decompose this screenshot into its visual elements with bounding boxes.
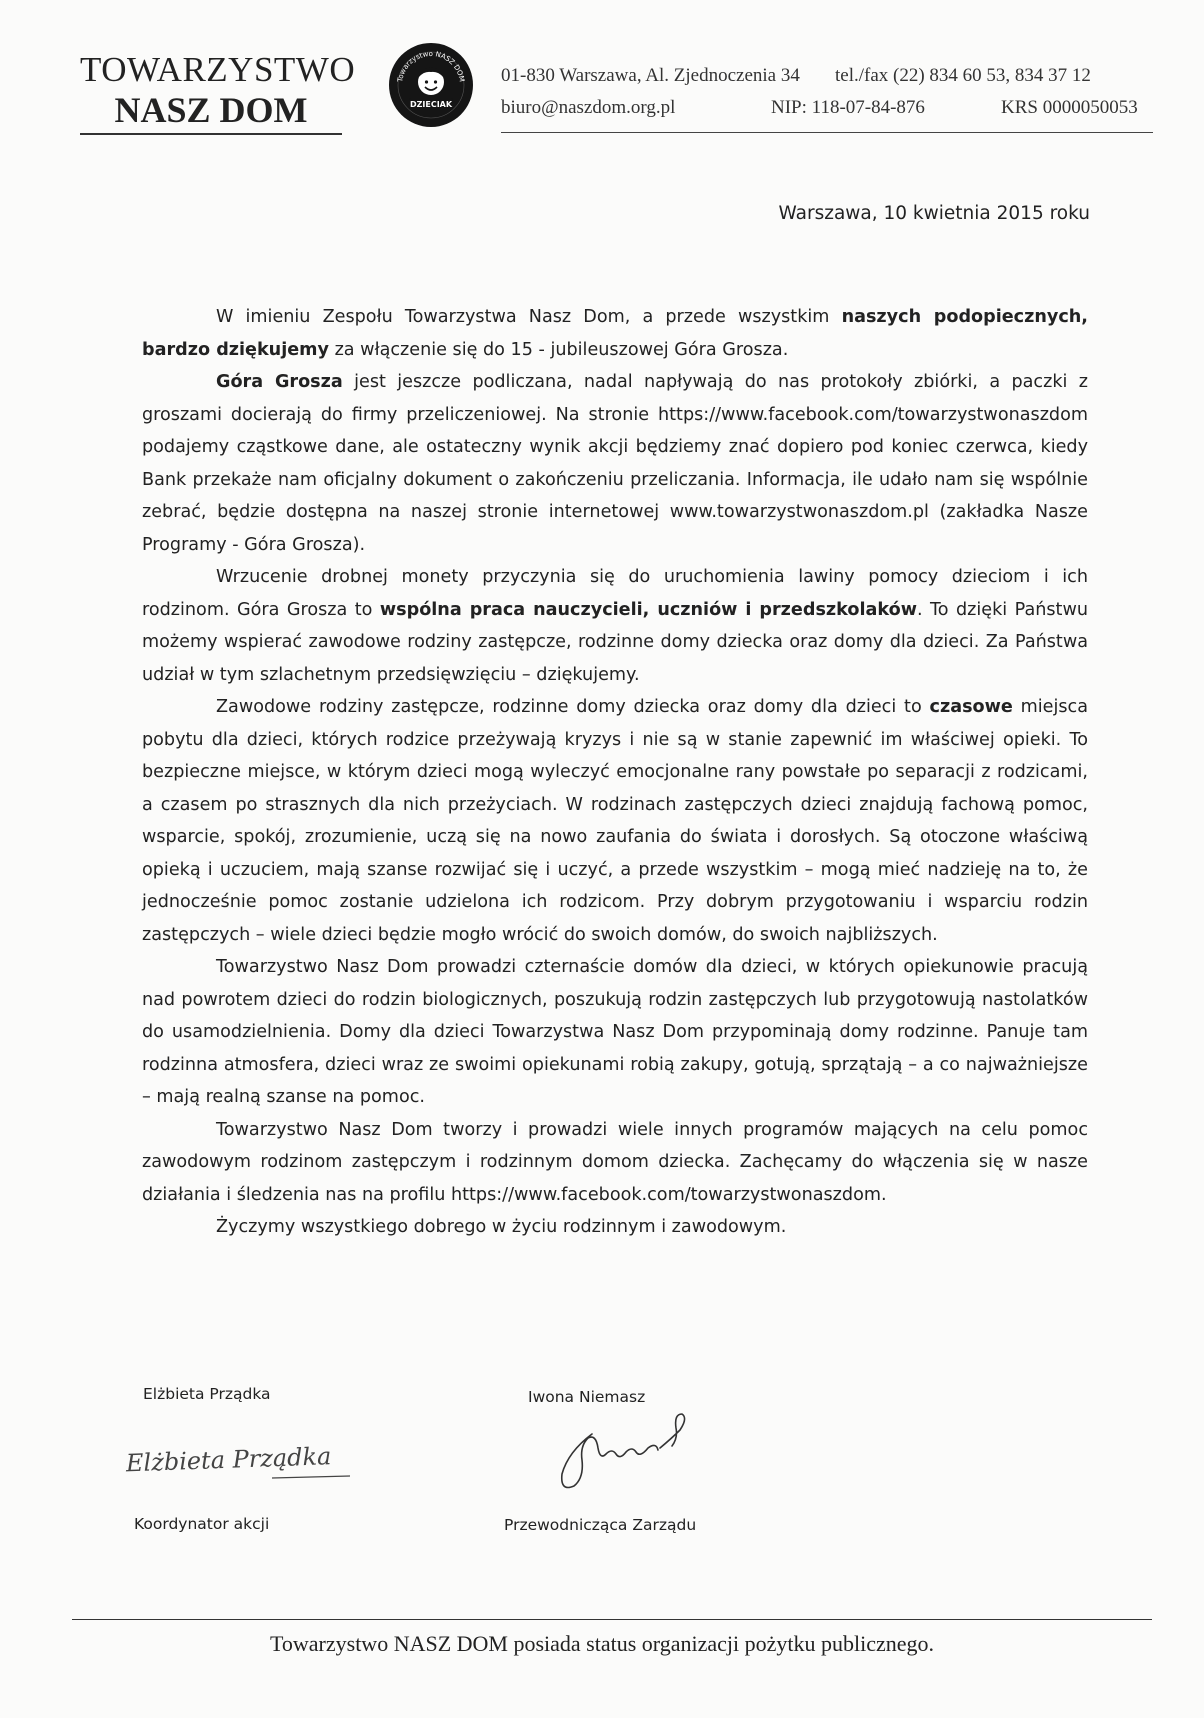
organization-logo <box>388 42 474 128</box>
email-address: biuro@naszdom.org.pl <box>501 97 676 118</box>
signature-left <box>122 1432 354 1484</box>
paragraph-2: Góra Grosza jest jeszcze podliczana, nadal napływają do nas protokoły zbiórki, a paczki z groszami docierają do firmy przeliczeniowej. Na stronie https://www.facebook.com/towarzystwonaszdom podajemy cząstkowe dane, ale ostateczny wynik akcji będziemy znać dopiero pod koniec czerwca, kiedy Bank przekaże nam oficjalny dokument o zakończeniu przeliczania. Informacja, ile udało nam się wspólnie zebrać, będzie dostępna na naszej stronie internetowej www.towarzystwonaszdom.pl (zakładka Nasze Programy - Góra Grosza). <box>142 372 1089 555</box>
krs-number: KRS 0000050053 <box>1001 97 1138 118</box>
svg-text:Elżbieta Prządka: Elżbieta Prządka <box>125 1442 332 1478</box>
letter-body <box>142 301 1088 1244</box>
org-name-line1: TOWARZYSTWO <box>80 50 356 89</box>
header-divider <box>501 132 1153 133</box>
footer-text: Towarzystwo NASZ DOM posiada status organizacji pożytku publicznego. <box>269 1631 935 1656</box>
signature-right <box>540 1408 700 1504</box>
org-name-line2: NASZ DOM <box>114 90 308 130</box>
org-name <box>80 50 356 130</box>
paragraph-6: Towarzystwo Nasz Dom tworzy i prowadzi wiele innych programów mających na celu pomoc zawodowym rodzinom zastępczym i rodzinnym domom dziecka. Zachęcamy do włączenia się w nasze działania i śledzenia nas na profilu https://www.facebook.com/towarzystwonaszdom. <box>142 1119 1088 1205</box>
signer-right-role: Przewodnicząca Zarządu <box>504 1516 697 1534</box>
signer-right-name: Iwona Niemasz <box>528 1388 646 1406</box>
phone-fax: tel./fax (22) 834 60 53, 834 37 12 <box>835 65 1091 86</box>
paragraph-7: Życzymy wszystkiego dobrego w życiu rodzinnym i zawodowym. <box>216 1217 787 1237</box>
paragraph-4: Zawodowe rodziny zastępcze, rodzinne domy dziecka oraz domy dla dzieci to czasowe miejsca pobytu dla dzieci, których rodzice przeżywają kryzys i nie są w stanie zapewnić im właściwej opieki. To bezpieczne miejsce, w którym dzieci mogą wyleczyć emocjonalne rany powstałe po separacji z rodzicami, a czasem po strasznych dla nich przeżyciach. W rodzinach zastępczych dzieci znajdują fachową pomoc, wsparcie, spokój, zrozumienie, uczą się na nowo zaufania do świata i dorosłych. Są otoczone właściwą opieką i uczuciem, mają szanse rozwijać się i uczyć, a przede wszystkim – mogą mieć nadzieję na to, że jednocześnie pomoc zostanie udzielona ich rodzicom. Przy dobrym przygotowaniu i wsparciu rodzin zastępczych – wiele dzieci będzie mogło wrócić do swoich domów, do swoich najbliższych. <box>142 697 1088 945</box>
paragraph-1: W imieniu Zespołu Towarzystwa Nasz Dom, a przede wszystkim naszych podopiecznych, bardzo dziękujemy za włączenie się do 15 - jubileuszowej Góra Grosza. <box>142 307 1088 360</box>
letter-date: Warszawa, 10 kwietnia 2015 roku <box>778 203 1090 224</box>
address: 01-830 Warszawa, Al. Zjednoczenia 34 <box>501 65 800 86</box>
svg-text:Towarzystwo NASZ DOM: Towarzystwo NASZ DOM <box>396 49 466 83</box>
paragraph-5: Towarzystwo Nasz Dom prowadzi czternaście domów dla dzieci, w których opiekunowie pracują nad powrotem dzieci do rodzin biologicznych, poszukują rodzin zastępczych lub przygotowują nastolatków do usamodzielnienia. Domy dla dzieci Towarzystwa Nasz Dom przypominają domy rodzinne. Panuje tam rodzinna atmosfera, dzieci wraz ze swoimi opiekunami robią zakupy, gotują, sprzątają – a co najważniejsze – mają realną szanse na pomoc. <box>142 957 1088 1107</box>
svg-text:DZIECIAK: DZIECIAK <box>409 100 453 109</box>
signer-left-role: Koordynator akcji <box>134 1515 270 1533</box>
footer-divider <box>72 1619 1152 1620</box>
org-name-underline <box>80 133 342 135</box>
nip-number: NIP: 118-07-84-876 <box>771 97 925 118</box>
paragraph-3: Wrzucenie drobnej monety przyczynia się do uruchomienia lawiny pomocy dzieciom i ich rodzinom. Góra Grosza to wspólna praca nauczycieli, uczniów i przedszkolaków. To dzięki Państwu możemy wspierać zawodowe rodziny zastępcze, rodzinne domy dziecka oraz domy dla dzieci. Za Państwa udział w tym szlachetnym przedsięwzięciu – dziękujemy. <box>142 567 1088 685</box>
signer-left-name: Elżbieta Prządka <box>143 1385 271 1403</box>
